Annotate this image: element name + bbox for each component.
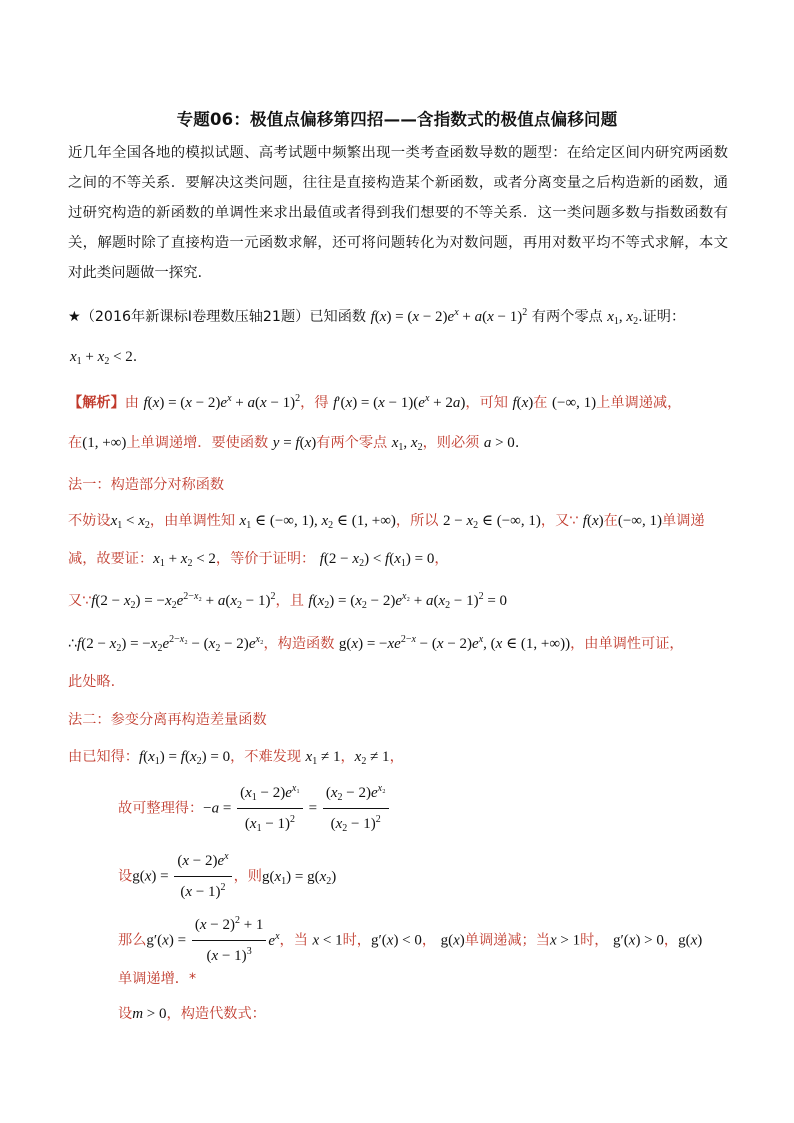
method1-line-1: 不妨设$x_1 < x_2$，由单调性知 $x_1$ ∈ (−∞, 1), $x_2$ ∈ (1, +∞)，所以 $2 - x_2$ ∈ (−∞, 1)，又∵ f(x)在(−∞, 1)单调递 — [68, 513, 705, 531]
method1-line-3: 又∵f(2 − $x_2) = -x_2e^{2-x_2} + a(x_2 - 1)^2$，且 $f(x_2) = (x_2 - 2)e^{x_2} + a(x_2 - 1)^2 = 0$ — [68, 591, 508, 611]
problem-mid: 有两个零点 — [531, 309, 603, 325]
method1-line-2: 减，故要证：$x_1 + x_2 < 2$，等价于证明： $f(2 - x_2) < f(x_1) = 0$， — [68, 551, 449, 569]
method2-line-3: 设g(x) = $\frac{(x - 2)e^x}{(x - 1)^2}$ ，则$g(x_1) = g(x_2)$ — [118, 848, 336, 905]
method1-line-4: ∴f(2 − $x_2) = -x_2e^{2-x_2} - (x_2 - 2)e^{x_2}$，构造函数 $g(x) = -xe^{2-x} - (x - 2)e^x$, (x ∈ (1, +∞))，由单调性可证， — [68, 634, 684, 654]
analysis-line-2: 在(1, +∞)上单调递增．要使函数 y = f(x)有两个零点 $x_1$, $x_2$，则必须 a > 0. — [68, 435, 520, 453]
page-title: 专题06：极值点偏移第四招——含指数式的极值点偏移问题 — [176, 110, 618, 129]
intro-paragraph: 近几年全国各地的模拟试题、高考试题中频繁出现一类考查函数导数的题型：在给定区间内研究两函数之间的不等关系．要解决这类问题，往往是直接构造某个新函数，或者分离变量之后构造新的函数，通过研究构造的新函数的单调性来求出最值或者得到我们想要的不等关系．这一类问题多数与指数函数有关，解题时除了直接构造一元函数求解，还可将问题转化为对数问题，再用对数平均不等式求解，本文对此类问题做一探究. — [68, 145, 728, 281]
method2-line-4: 那么g′(x) = $\frac{(x - 2)^2 + 1}{(x - 1)^3}$ $e^x$，当 x < 1时，g′(x) < 0， g(x)单调递减；当x > 1时， g′(x) > 0，g(x) — [118, 912, 702, 969]
analysis-line-1: 【解析】由 $f(x) = (x - 2)e^x + a(x - 1)^2$，得 $f'(x) = (x - 1)(e^x + 2a)$，可知 f(x)在 (−∞, 1)上单调递减， — [68, 393, 682, 411]
problem-function: $f(x) = (x - 2)e^x + a(x - 1)^2$ — [370, 307, 528, 325]
problem-prefix: ★（2016年新课标I卷理数压轴21题）已知函数 — [68, 309, 367, 325]
method2-heading: 法二：参变分离再构造差量函数 — [68, 712, 267, 728]
method2-line-1: 由已知得：$f(x_1) = f(x_2) = 0$，不难发现 $x_1 \ne 1$，$x_2 \ne 1$， — [68, 749, 404, 767]
problem-suffix: .证明： — [638, 309, 686, 325]
method2-line-6: 设m > 0，构造代数式： — [118, 1006, 266, 1022]
analysis-tag: 【解析】 — [68, 395, 125, 411]
method2-line-2: 故可整理得：−a = $\frac{(x_1 - 2)e^{x_1}}{(x_1 - 1)^2}$ = $\frac{(x_2 - 2)e^{x_2}}{(x_2 - 1)^2}$ — [118, 780, 391, 837]
problem-line-1 — [68, 306, 685, 328]
problem-zeros: $x_1$, $x_2$ — [607, 309, 639, 327]
method1-line-5: 此处略. — [68, 674, 116, 690]
problem-claim: $x_1 + x_2 < 2$. — [70, 349, 138, 367]
method2-line-5: 单调递增．* — [118, 971, 197, 987]
method1-heading: 法一：构造部分对称函数 — [68, 477, 225, 493]
